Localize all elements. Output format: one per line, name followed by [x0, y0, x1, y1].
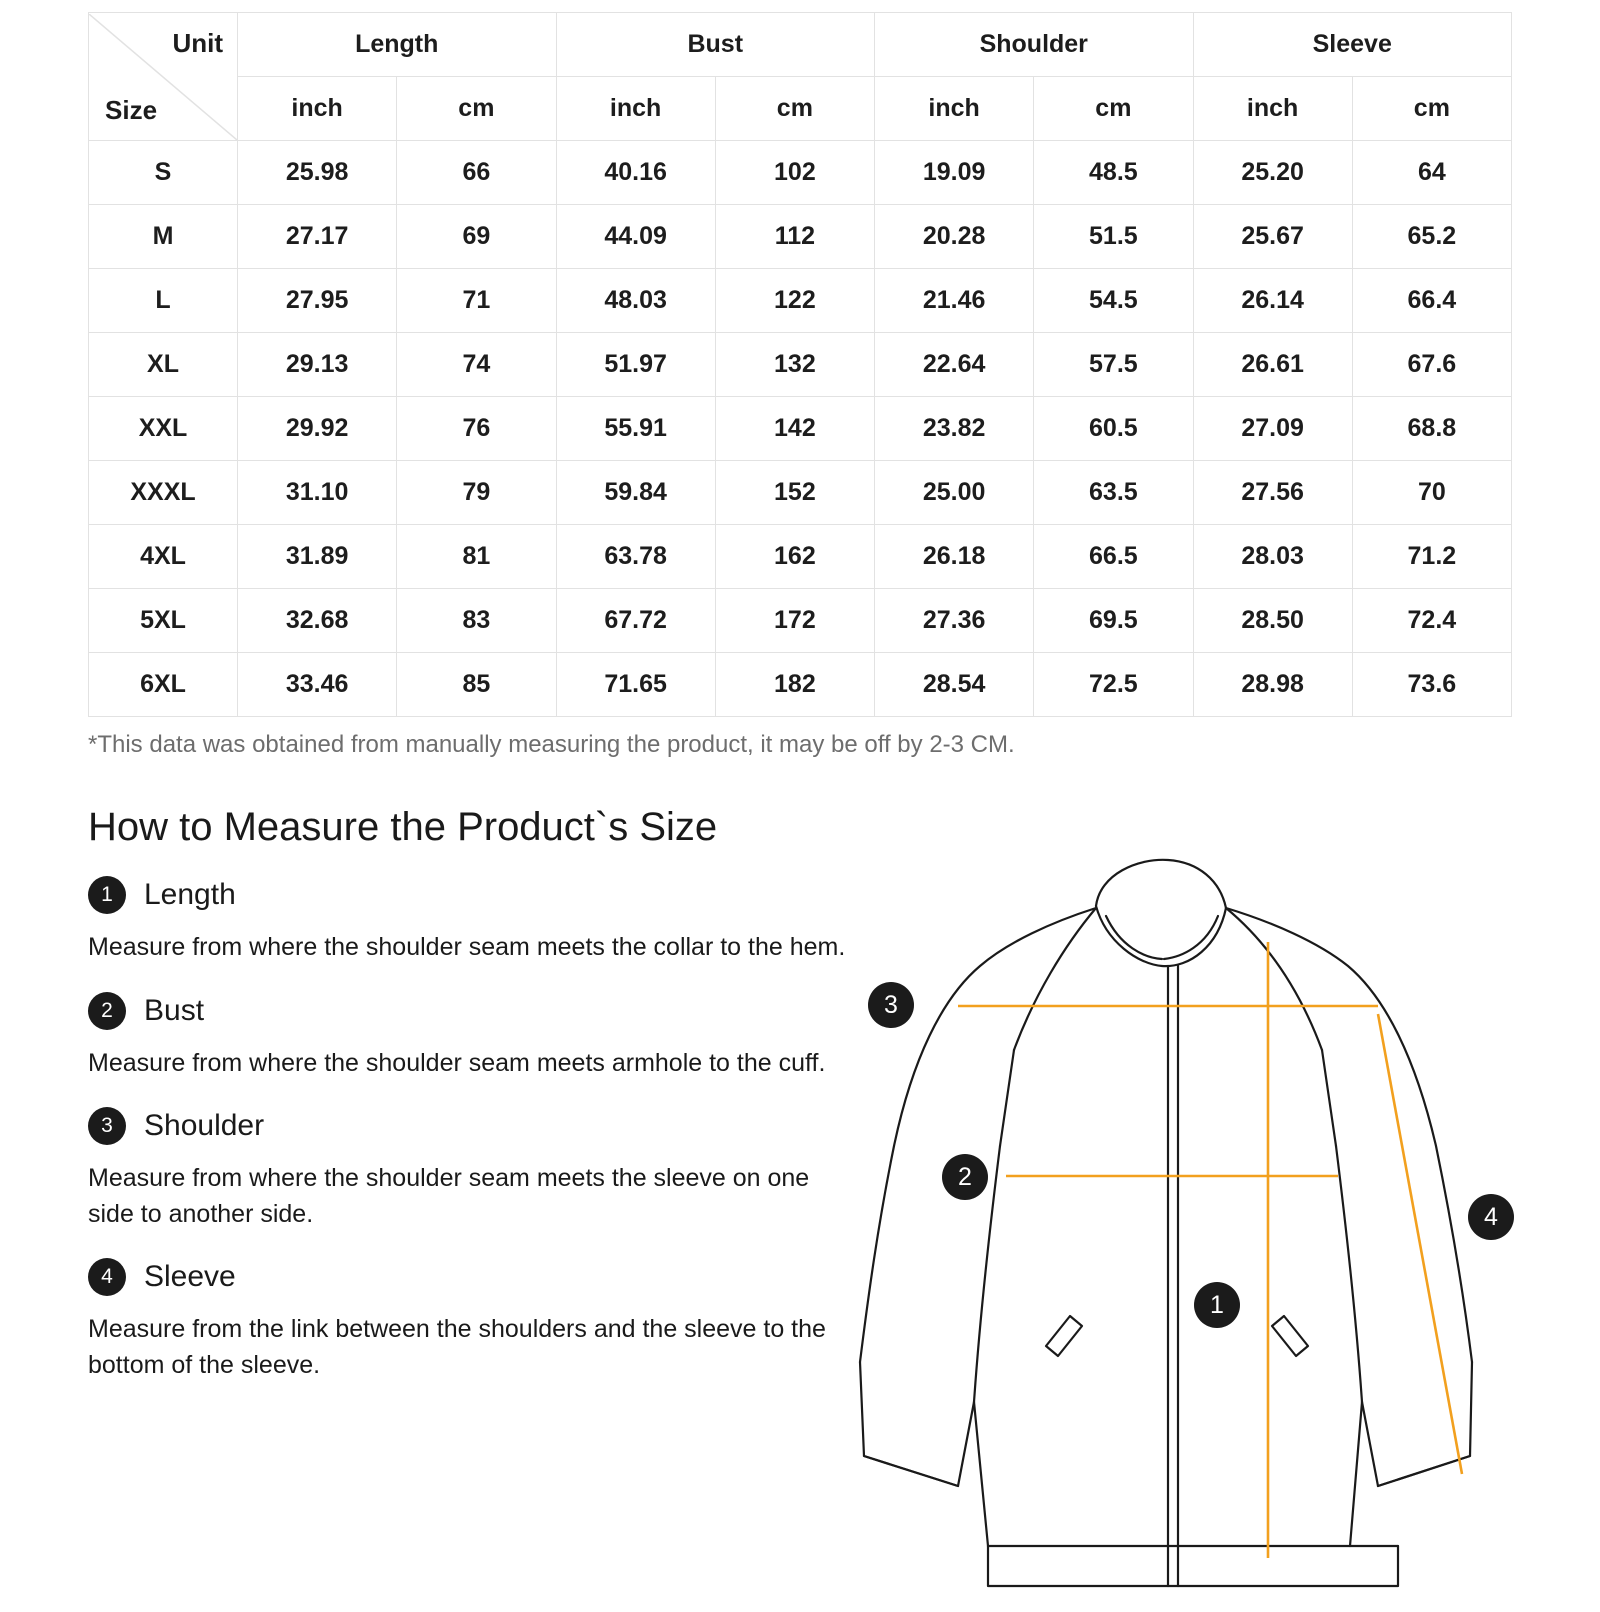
cell: 44.09	[556, 205, 715, 269]
group-header-bust: Bust	[556, 13, 875, 77]
subheader-shoulder-cm: cm	[1034, 77, 1193, 141]
cell: 60.5	[1034, 397, 1193, 461]
howto-content	[88, 876, 1512, 1383]
cell: 69.5	[1034, 589, 1193, 653]
cell: 63.5	[1034, 461, 1193, 525]
table-row	[89, 653, 1512, 717]
cell: 59.84	[556, 461, 715, 525]
subheader-sleeve-inch: inch	[1193, 77, 1352, 141]
table-row	[89, 589, 1512, 653]
cell: 31.89	[238, 525, 397, 589]
step-header-sleeve	[88, 1258, 858, 1296]
unit-label: Unit	[172, 27, 223, 58]
cell: 72.5	[1034, 653, 1193, 717]
cell: 29.13	[238, 333, 397, 397]
step-description: Measure from where the shoulder seam meets the sleeve on one side to another side.	[88, 1164, 810, 1228]
jacket-illustration-icon	[838, 846, 1538, 1606]
cell: 63.78	[556, 525, 715, 589]
cell: 33.46	[238, 653, 397, 717]
cell: 64	[1352, 141, 1511, 205]
cell: 71	[397, 269, 556, 333]
cell: 83	[397, 589, 556, 653]
size-chart-page	[0, 12, 1600, 1612]
measurement-diagram-column	[858, 876, 1512, 1383]
cell: 85	[397, 653, 556, 717]
size-label: Size	[105, 94, 158, 125]
cell: 68.8	[1352, 397, 1511, 461]
step-title: Sleeve	[144, 1260, 236, 1293]
row-size-label: XXXL	[89, 461, 238, 525]
measurement-disclaimer: *This data was obtained from manually measuring the product, it may be off by 2-3 CM.	[88, 731, 1015, 758]
row-size-label: 4XL	[89, 525, 238, 589]
row-size-label: L	[89, 269, 238, 333]
cell: 142	[715, 397, 874, 461]
cell: 21.46	[875, 269, 1034, 333]
row-size-label: XL	[89, 333, 238, 397]
row-size-label: S	[89, 141, 238, 205]
group-header-sleeve: Sleeve	[1193, 13, 1512, 77]
table-row	[89, 205, 1512, 269]
cell: 27.17	[238, 205, 397, 269]
row-size-label: XXL	[89, 397, 238, 461]
cell: 72.4	[1352, 589, 1511, 653]
cell: 26.61	[1193, 333, 1352, 397]
step-number-badge: 3	[88, 1107, 126, 1145]
unit-size-corner-cell	[89, 13, 238, 141]
table-row	[89, 525, 1512, 589]
cell: 67.72	[556, 589, 715, 653]
cell: 28.50	[1193, 589, 1352, 653]
cell: 182	[715, 653, 874, 717]
subheader-length-cm: cm	[397, 77, 556, 141]
cell: 55.91	[556, 397, 715, 461]
cell: 20.28	[875, 205, 1034, 269]
howto-heading: How to Measure the Product`s Size	[88, 805, 718, 849]
cell: 28.98	[1193, 653, 1352, 717]
diagram-marker-1: 1	[1194, 1282, 1240, 1328]
cell: 27.36	[875, 589, 1034, 653]
subheader-shoulder-inch: inch	[875, 77, 1034, 141]
group-header-shoulder: Shoulder	[875, 13, 1194, 77]
row-size-label: 5XL	[89, 589, 238, 653]
cell: 81	[397, 525, 556, 589]
cell: 79	[397, 461, 556, 525]
cell: 69	[397, 205, 556, 269]
subheader-bust-inch: inch	[556, 77, 715, 141]
step-number-badge: 2	[88, 992, 126, 1030]
cell: 54.5	[1034, 269, 1193, 333]
cell: 152	[715, 461, 874, 525]
diagram-marker-2: 2	[942, 1154, 988, 1200]
cell: 57.5	[1034, 333, 1193, 397]
step-title: Bust	[144, 993, 205, 1027]
row-size-label: M	[89, 205, 238, 269]
cell: 51.97	[556, 333, 715, 397]
cell: 66.4	[1352, 269, 1511, 333]
cell: 102	[715, 141, 874, 205]
subheader-sleeve-cm: cm	[1352, 77, 1511, 141]
cell: 70	[1352, 461, 1511, 525]
subheader-length-inch: inch	[238, 77, 397, 141]
table-row	[89, 461, 1512, 525]
step-description: Measure from the link between the shoulders and the sleeve to the bottom of the sleeve.	[88, 1315, 826, 1379]
step-title: Shoulder	[144, 1109, 265, 1142]
cell: 29.92	[238, 397, 397, 461]
cell: 67.6	[1352, 333, 1511, 397]
cell: 26.18	[875, 525, 1034, 589]
step-description: Measure from where the shoulder seam meets armhole to the cuff.	[88, 1048, 826, 1077]
cell: 71.2	[1352, 525, 1511, 589]
cell: 25.98	[238, 141, 397, 205]
cell: 162	[715, 525, 874, 589]
cell: 48.5	[1034, 141, 1193, 205]
jacket-diagram	[838, 846, 1538, 1606]
cell: 25.20	[1193, 141, 1352, 205]
cell: 40.16	[556, 141, 715, 205]
table-row	[89, 397, 1512, 461]
table-row	[89, 269, 1512, 333]
cell: 76	[397, 397, 556, 461]
cell: 172	[715, 589, 874, 653]
cell: 112	[715, 205, 874, 269]
diagram-marker-3: 3	[868, 982, 914, 1028]
step-description: Measure from where the shoulder seam meets the collar to the hem.	[88, 933, 846, 961]
cell: 65.2	[1352, 205, 1511, 269]
cell: 26.14	[1193, 269, 1352, 333]
cell: 25.00	[875, 461, 1034, 525]
howto-steps-column	[88, 876, 858, 1383]
step-header-length	[88, 876, 858, 914]
cell: 31.10	[238, 461, 397, 525]
table-row	[89, 333, 1512, 397]
step-number-badge: 4	[88, 1258, 126, 1296]
cell: 27.95	[238, 269, 397, 333]
cell: 27.09	[1193, 397, 1352, 461]
cell: 122	[715, 269, 874, 333]
cell: 19.09	[875, 141, 1034, 205]
cell: 66	[397, 141, 556, 205]
step-header-shoulder	[88, 1107, 858, 1145]
subheader-bust-cm: cm	[715, 77, 874, 141]
size-table	[88, 12, 1512, 717]
cell: 28.54	[875, 653, 1034, 717]
cell: 22.64	[875, 333, 1034, 397]
cell: 73.6	[1352, 653, 1511, 717]
cell: 23.82	[875, 397, 1034, 461]
cell: 48.03	[556, 269, 715, 333]
cell: 132	[715, 333, 874, 397]
step-header-bust	[88, 992, 858, 1030]
cell: 66.5	[1034, 525, 1193, 589]
cell: 28.03	[1193, 525, 1352, 589]
cell: 74	[397, 333, 556, 397]
cell: 51.5	[1034, 205, 1193, 269]
table-header-row-units	[89, 77, 1512, 141]
group-header-length: Length	[238, 13, 557, 77]
row-size-label: 6XL	[89, 653, 238, 717]
step-number-badge: 1	[88, 876, 126, 914]
step-title: Length	[144, 878, 236, 911]
table-row	[89, 141, 1512, 205]
diagram-marker-4: 4	[1468, 1194, 1514, 1240]
table-header-row-groups	[89, 13, 1512, 77]
cell: 32.68	[238, 589, 397, 653]
cell: 71.65	[556, 653, 715, 717]
cell: 25.67	[1193, 205, 1352, 269]
cell: 27.56	[1193, 461, 1352, 525]
